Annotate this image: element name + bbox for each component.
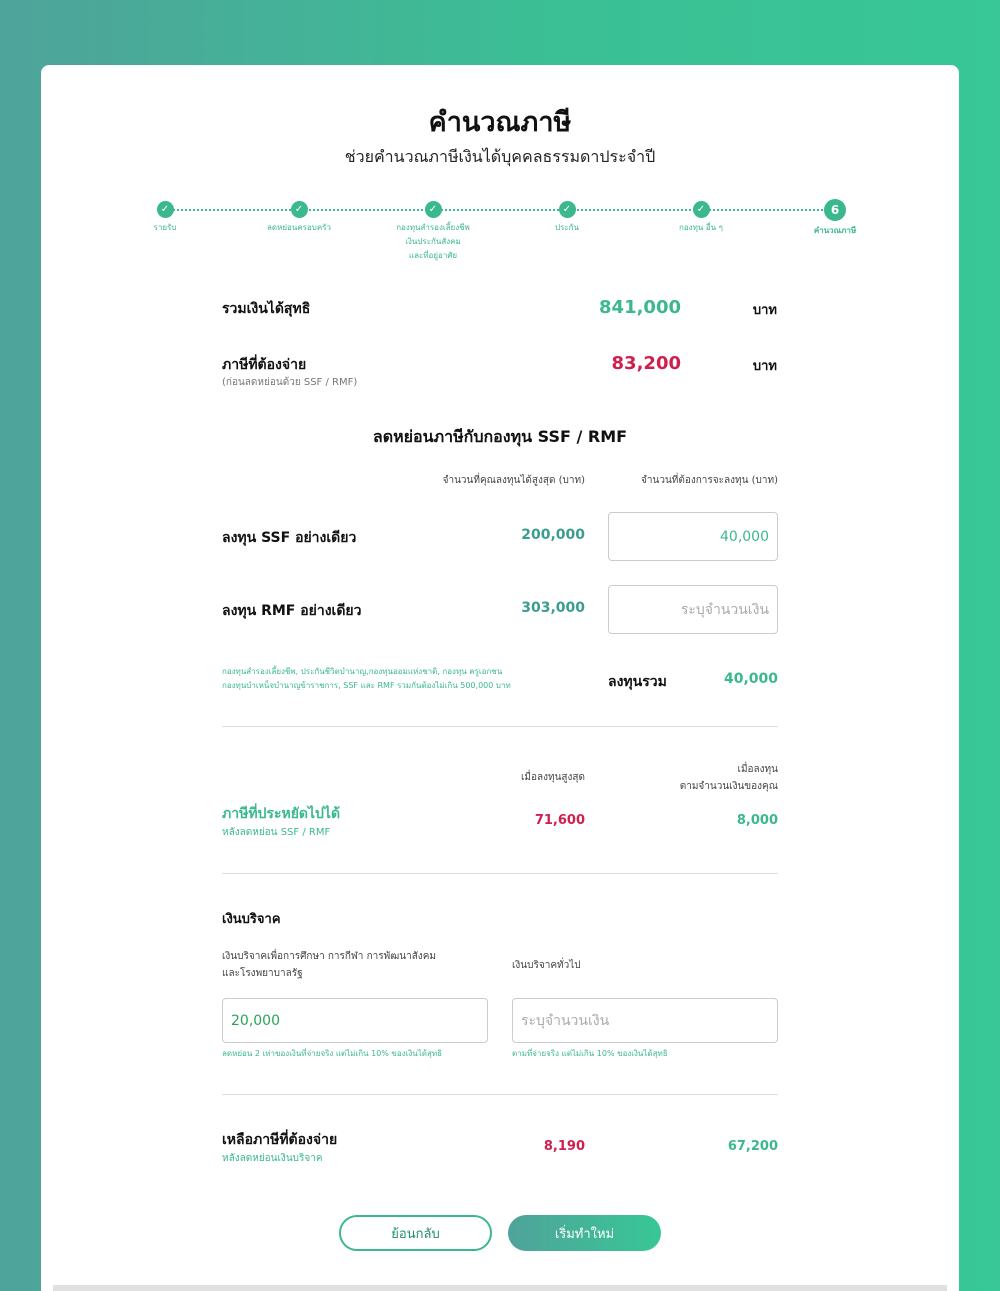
tax-due-value: 83,200 — [611, 353, 681, 374]
step-label: กองทุนสำรองเลี้ยงชีพ เงินประกันสังคม และที่อยู่อาศัย — [396, 223, 470, 260]
step-calculate-tax[interactable] — [775, 200, 895, 238]
general-donation-input[interactable] — [512, 998, 778, 1043]
fund-limit-note: กองทุนสำรองเลี้ยงชีพ, ประกันชีวิตบำนาญ,กองทุนออมแห่งชาติ, กองทุน ครูเอกชน กองทุนบำเหน็จบำนาญข้าราชการ, SSF และ RMF รวมกันต้องไม่เกิน 500,000 บาท — [222, 667, 511, 690]
bottom-scroll-bar — [53, 1285, 947, 1291]
remaining-tax-sublabel: หลังลดหย่อนเงินบริจาค — [222, 1153, 323, 1164]
step-label: ประกัน — [555, 223, 579, 232]
total-invest-value: 40,000 — [723, 671, 778, 687]
step-income[interactable] — [105, 200, 225, 235]
donation-section-title: เงินบริจาค — [222, 912, 281, 927]
total-invest-label: ลงทุนรวม — [608, 674, 667, 690]
remaining-tax-max-value: 8,190 — [543, 1139, 585, 1154]
ssf-only-label: ลงทุน SSF อย่างเดียว — [222, 530, 357, 546]
check-icon: ✓ — [291, 201, 308, 218]
step-other-funds[interactable] — [641, 200, 761, 235]
page-subtitle: ช่วยคำนวณภาษีเงินได้บุคคลธรรมดาประจำปี — [344, 147, 656, 166]
max-invest-column-header: เมื่อลงทุนสูงสุด — [520, 772, 585, 783]
check-icon: ✓ — [693, 201, 710, 218]
step-label: ลดหย่อนครอบครัว — [266, 223, 331, 232]
tax-due-sublabel: (ก่อนลดหย่อนด้วย SSF / RMF) — [222, 377, 358, 388]
calculator-card — [41, 65, 959, 1291]
education-donation-input[interactable] — [222, 998, 488, 1043]
check-icon: ✓ — [425, 201, 442, 218]
tax-saved-label: ภาษีที่ประหยัดไปได้ — [222, 806, 341, 822]
your-invest-column-header: เมื่อลงทุน ตามจำนวนเงินของคุณ — [679, 764, 778, 792]
divider — [222, 1094, 778, 1095]
desired-invest-column-header: จำนวนที่ต้องการจะลงทุน (บาท) — [641, 475, 778, 486]
divider — [222, 873, 778, 874]
step-label: คำนวณภาษี — [813, 226, 857, 235]
net-income-value: 841,000 — [599, 297, 681, 318]
rmf-max-value: 303,000 — [521, 600, 585, 616]
divider — [222, 726, 778, 727]
net-income-unit: บาท — [752, 303, 777, 318]
ssf-amount-input[interactable] — [608, 512, 778, 561]
check-icon: ✓ — [157, 201, 174, 218]
rmf-only-label: ลงทุน RMF อย่างเดียว — [222, 603, 362, 619]
step-provident-fund[interactable] — [373, 200, 493, 263]
restart-button[interactable]: เริ่มทำใหม่ — [508, 1215, 661, 1251]
remaining-tax-label: เหลือภาษีที่ต้องจ่าย — [222, 1132, 338, 1148]
tax-saved-sublabel: หลังลดหย่อน SSF / RMF — [222, 827, 331, 838]
tax-saved-your-value: 8,000 — [736, 813, 778, 828]
education-donation-note: ลดหย่อน 2 เท่าของเงินที่จ่ายจริง แต่ไม่เกิน 10% ของเงินได้สุทธิ — [222, 1049, 442, 1058]
general-donation-label: เงินบริจาคทั่วไป — [512, 960, 581, 971]
step-insurance[interactable] — [507, 200, 627, 235]
page-title: คำนวณภาษี — [428, 107, 572, 138]
education-donation-label: เงินบริจาคเพื่อการศึกษา การกีฬา การพัฒนาสังคม และโรงพยาบาลรัฐ — [222, 951, 436, 979]
step-label: รายรับ — [153, 223, 177, 232]
check-icon: ✓ — [559, 201, 576, 218]
tax-due-unit: บาท — [752, 359, 777, 374]
step-family-deduction[interactable] — [239, 200, 359, 235]
rmf-amount-input[interactable] — [608, 585, 778, 634]
general-donation-note: ตามที่จ่ายจริง แต่ไม่เกิน 10% ของเงินได้สุทธิ — [512, 1049, 668, 1058]
step-label: กองทุน อื่น ๆ — [679, 223, 723, 232]
ssf-rmf-section-title: ลดหย่อนภาษีกับกองทุน SSF / RMF — [372, 427, 628, 446]
progress-stepper — [41, 200, 959, 270]
back-button[interactable]: ย้อนกลับ — [339, 1215, 492, 1251]
max-invest-column-header: จำนวนที่คุณลงทุนได้สูงสุด (บาท) — [442, 475, 585, 486]
net-income-label: รวมเงินได้สุทธิ — [222, 301, 311, 317]
remaining-tax-your-value: 67,200 — [727, 1139, 778, 1154]
tax-saved-max-value: 71,600 — [534, 813, 585, 828]
tax-due-label: ภาษีที่ต้องจ่าย — [222, 357, 307, 373]
ssf-max-value: 200,000 — [521, 527, 585, 543]
step-number-badge: 6 — [824, 199, 846, 221]
